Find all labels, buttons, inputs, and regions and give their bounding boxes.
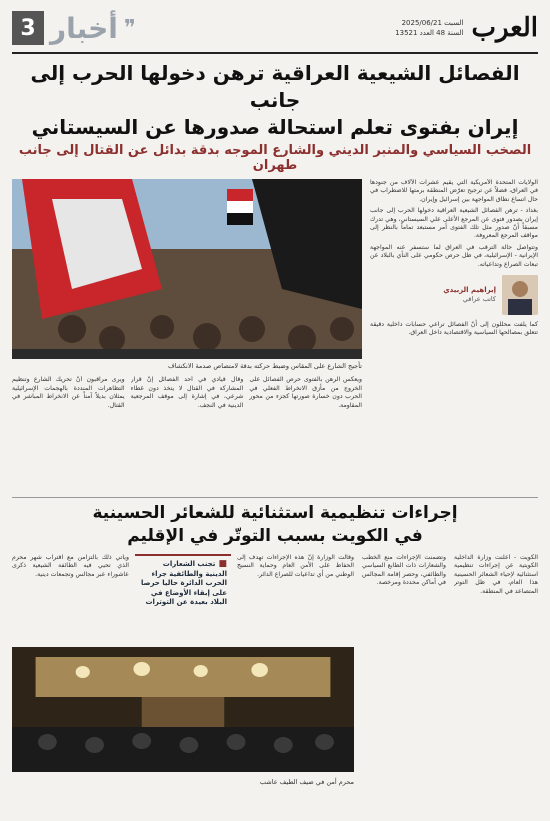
headline2-line-2: في الكويت بسبب التوتّر في الإقليم xyxy=(127,526,423,546)
newspaper-logo: العرب xyxy=(471,13,538,43)
headline-line-2: إيران بفتوى تعلم استحالة صدورها عن السيستاني xyxy=(31,115,519,139)
article-divider xyxy=(12,497,538,498)
article2-column-3: وقالت الوزارة إنّ هذه الإجراءات تهدف إلى الحفاظ على الأمن العام وحماية النسيج الوطني من أي تداعيات للصراع الدائر. xyxy=(237,554,354,578)
author-photo xyxy=(502,275,538,315)
article2-column-4: ويأتي ذلك بالتزامن مع اقتراب شهر محرم الذي تحيي فيه الطائفة الشيعية ذكرى عاشوراء عبر مجالس وتجمعات دينية. xyxy=(12,554,129,578)
article2-mid-top xyxy=(12,554,354,643)
issue-info xyxy=(395,18,463,38)
issue-date: السبت 2025/06/21 xyxy=(401,19,464,27)
lower-column-3: ويرى مراقبون أنّ تحريك الشارع وتنظيم التظاهرات المنددة بالهجمات الإسرائيلية يمثلان بديلاً آمناً عن الانخراط المباشر في القتال. xyxy=(11,376,125,409)
section-name: أخبار xyxy=(50,11,118,45)
lower-column-2: وقال قيادي في أحد الفصائل إنّ قرار المشاركة في القتال لا يتخذ دون غطاء شرعي، في إشارة إلى موقف المرجعية الدينية في النجف. xyxy=(130,376,244,409)
square-bullet-icon: ■ xyxy=(215,559,227,569)
article2-column-2: وتضمنت الإجراءات منع الخطب والشعارات ذات الطابع السياسي والطائفي، وحصر إقامة المجالس في أماكن محددة ومرخصة. xyxy=(362,554,446,587)
person-icon xyxy=(502,275,538,315)
author-box xyxy=(370,275,538,315)
article2-body xyxy=(12,554,538,786)
body-paragraph-1: بغداد - ترهن الفصائل الشيعية العراقية دخولها الحرب إلى جانب إيران بصدور فتوى عن المرجع الأعلى علي السيستاني، وهي تدرك مسبقاً أنّ صدور مثل تلك الفتوى أمر مستبعد تماماً بالنظر إلى مواقف المرجع المعروفة. xyxy=(370,207,538,240)
mosque-gathering-photo xyxy=(12,647,354,772)
section-header xyxy=(12,11,138,45)
author-title: كاتب عراقي xyxy=(462,295,496,304)
main-headline xyxy=(12,60,538,141)
article1-body xyxy=(12,179,538,489)
author-name: إبراهيم الزبيدي xyxy=(443,286,496,295)
article1-lower-columns xyxy=(12,376,362,489)
body-paragraph-2: وتتواصل حالة الترقب في العراق لما ستسفر عنه المواجهة الإيرانية - الإسرائيلية، في ظل حرص حكومي على النأي بالبلاد عن تبعات الصراع وتداعياته. xyxy=(370,243,538,268)
second-headline xyxy=(12,502,538,548)
article1-right-column xyxy=(370,179,538,489)
main-subhead: الصخب السياسي والمنبر الديني والشارع الموجه بدقة بدائل عن القتال إلى جانب طهران xyxy=(18,143,532,173)
article2-media xyxy=(12,554,354,786)
article2-column-1: الكويت - أعلنت وزارة الداخلية الكويتية عن إجراءات تنظيمية استثنائية لإحياء الشعائر الحسينية هذا العام، في ظل التوتر المتصاعد في المنطقة. xyxy=(454,554,538,595)
body-paragraph-3: كما يلفت محللون إلى أنّ الفصائل تراعي حسابات داخلية دقيقة تتعلق بمصالحها السياسية والاقتصادية داخل العراق. xyxy=(370,321,538,337)
issue-number: السنة 48 العدد 13521 xyxy=(395,29,464,37)
lower-column-1: ويعكس الرهن بالفتوى حرص الفصائل على الخروج من مأزق الانخراط الفعلي في الحرب دون خسارة صورتها كجزء من محور المقاومة. xyxy=(249,376,362,409)
section-number: 3 xyxy=(12,11,44,45)
pull-quote-text: تجنب الشعارات الدينية والطائفية جراء الحرب الدائرة حاليا حرصا على إبقاء الأوضاع في البلاد بعيدة عن التوترات xyxy=(141,560,227,606)
headline-line-1: الفصائل الشيعية العراقية ترهن دخولها الحرب إلى جانب xyxy=(30,61,520,112)
crowd-flags-image xyxy=(12,179,362,359)
headline2-line-1: إجراءات تنظيمية استثنائية للشعائر الحسينية xyxy=(92,503,458,523)
author-info xyxy=(443,286,496,303)
quote-mark-icon: ❞ xyxy=(123,15,136,41)
pull-quote xyxy=(135,554,231,643)
gathering-image xyxy=(12,647,354,772)
photo2-caption: محرم أمن في ضيف الطيف عاشب xyxy=(259,778,354,786)
masthead xyxy=(12,8,538,54)
article1-media xyxy=(12,179,362,489)
photo-caption: تأجيج الشارع على المقاس وضبط حركته بدقة لامتصاص صدمة الانكشاف xyxy=(167,362,362,371)
protest-photo xyxy=(12,179,362,359)
lead-paragraph: الولايات المتحدة الأمريكية التي يقيم عشرات الآلاف من جنودها في العراق، فضلاً عن ترجيح تعرّض المنطقة برمتها للاضطراب في حال اتساع نطاق المواجهة بين إسرائيل وإيران. xyxy=(370,179,538,203)
masthead-brand xyxy=(395,13,538,43)
